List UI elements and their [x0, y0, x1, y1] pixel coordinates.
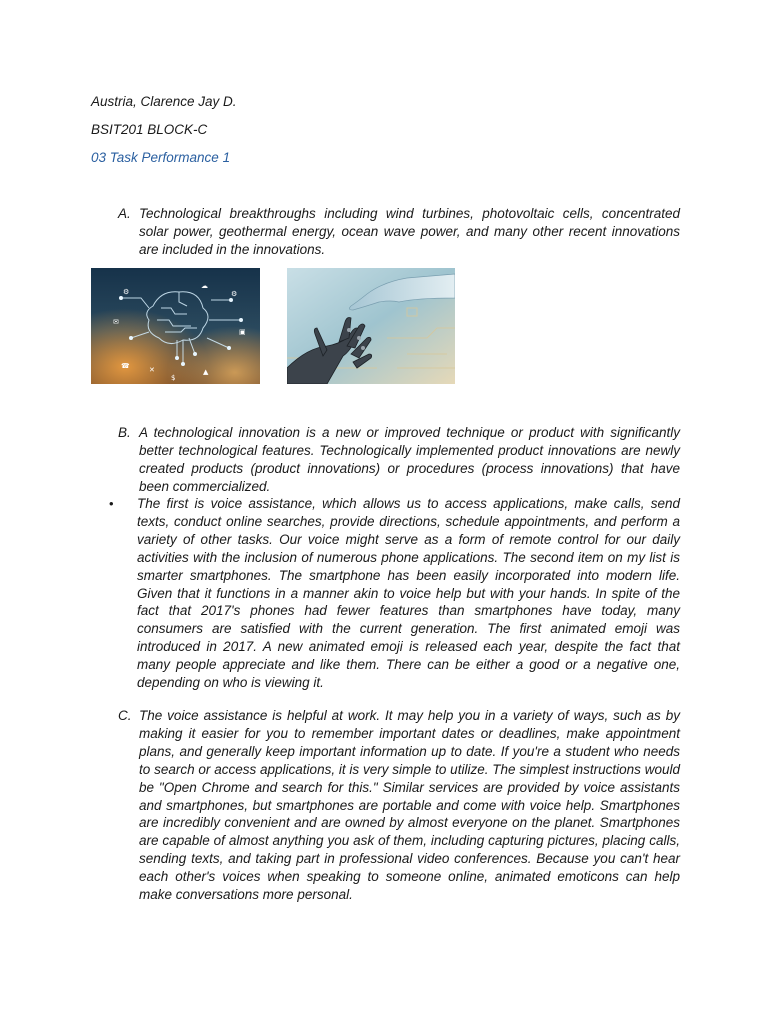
- svg-text:▣: ▣: [239, 328, 246, 336]
- item-a: [118, 205, 680, 259]
- svg-text:☁: ☁: [201, 282, 208, 290]
- circuit-brain-photo: [91, 268, 260, 384]
- svg-text:▲: ▲: [203, 368, 209, 376]
- svg-text:⚙: ⚙: [123, 288, 130, 296]
- bullet-item: [109, 495, 680, 692]
- circuit-brain-illustration: [91, 268, 260, 384]
- svg-text:✕: ✕: [149, 366, 155, 374]
- item-c-text: The voice assistance is helpful at work. It may help you in a variety of ways, such as by making it easier for you to remember important dates or deadlines, make appointment plans, and generally keep important information up to date. If you're a student who needs to search or access applications, it is very simple to utilize. The simplest instructions would be "Open Chrome and search for this." Similar services are provided by voice assistants and smartphones, but smartphones are portable and come with voice help. Smartphones are incredibly convenient and are owned by almost everyone on the planet. Smartphones are capable of almost anything you ask of them, including capturing pictures, placing calls, sending texts, and taking part in professional video conferences. Because you can't hear each other's voices when speaking to someone online, animated emoticons can help make conversations more personal.: [139, 708, 680, 903]
- bullet-text: The first is voice assistance, which allows us to access applications, make calls, send texts, conduct online searches, provide directions, schedule appointments, and perform a variety of other tasks. Our voice might serve as a form of remote control for our daily activities with the inclusion of numerous phone applications. The second item on my list is smarter smartphones. The smartphone has been easily incorporated into modern life. Given that it functions in a manner akin to voice help but with your hands. In spite of the fact that 2017's phones had fewer features than smartphones have today, many consumers are satisfied with the current generation. The first animated emoji was introduced in 2017. A new animated emoji is released each year, despite the fact that many people appreciate and like them. There can be either a good or a negative one, depending on who is viewing it.: [137, 496, 680, 691]
- svg-text:☎: ☎: [121, 362, 130, 370]
- svg-text:✉: ✉: [113, 318, 119, 326]
- task-title: 03 Task Performance 1: [91, 150, 231, 165]
- item-a-text: Technological breakthroughs including wind turbines, photovoltaic cells, concentrated solar power, geothermal energy, ocean wave power, and many other recent innovations are included in the innovations.: [139, 206, 680, 257]
- svg-text:⚙: ⚙: [231, 290, 238, 298]
- bullet-marker: •: [109, 496, 114, 511]
- robot-and-human-hands-photo: [287, 268, 455, 384]
- item-b-marker: B.: [118, 425, 131, 440]
- item-c: [118, 707, 680, 904]
- item-a-marker: A.: [118, 206, 131, 221]
- robot-hands-illustration: [287, 268, 455, 384]
- item-b: [118, 424, 680, 496]
- author-name: Austria, Clarence Jay D.: [91, 94, 237, 109]
- svg-text:$: $: [171, 374, 176, 382]
- class-section: BSIT201 BLOCK-C: [91, 122, 208, 137]
- item-b-text: A technological innovation is a new or improved technique or product with significantly better technological features. Technologically implemented product innovations are newly created products (product innovations) or procedures (process innovations) that have been commercialized.: [139, 425, 680, 494]
- item-c-marker: C.: [118, 708, 132, 723]
